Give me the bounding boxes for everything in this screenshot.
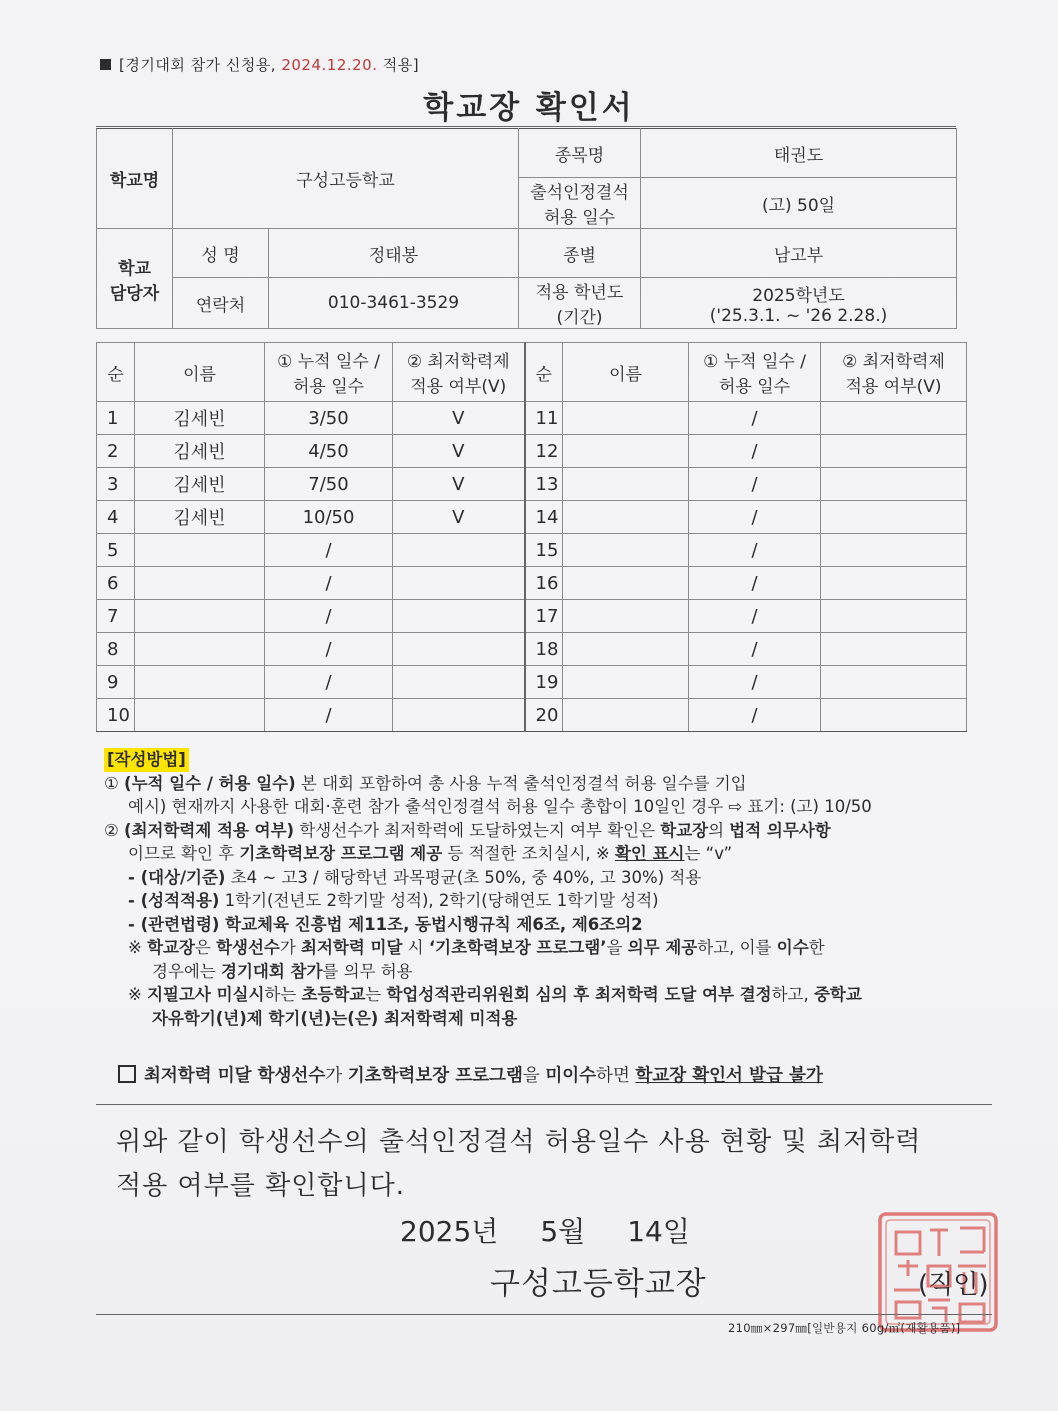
- cell-days: /: [265, 699, 393, 732]
- cell-name: 김세빈: [135, 468, 265, 501]
- cell-no: 4: [97, 501, 135, 534]
- cell-days: /: [265, 666, 393, 699]
- square-bullet-icon: [100, 59, 111, 70]
- cell-days: /: [689, 534, 821, 567]
- cell-check: [821, 402, 967, 435]
- col-header-days: ① 누적 일수 / 허용 일수: [689, 343, 821, 402]
- col-header-no: 순: [525, 343, 563, 402]
- guide-line: ① (누적 일수 / 허용 일수) 본 대회 포함하여 총 사용 누적 출석인정결석 허용 일수를 기입: [104, 773, 747, 793]
- cell-no: 6: [97, 567, 135, 600]
- cell-name: 김세빈: [135, 501, 265, 534]
- guide-line: 예시) 현재까지 사용한 대회·훈련 참가 출석인정결석 허용 일수 총합이 10일인 경우 ⇨ 표기: (고) 10/50: [128, 797, 872, 816]
- cell-name: [563, 666, 689, 699]
- paper-spec: 210㎜×297㎜[일반용지 60g/㎡(재활용품)]: [728, 1321, 961, 1335]
- cell-days: /: [689, 567, 821, 600]
- phone-label: 연락처: [173, 278, 269, 329]
- cell-name: 김세빈: [135, 402, 265, 435]
- cell-name: [135, 600, 265, 633]
- event-label: 종목명: [519, 129, 641, 178]
- contact-person-label: 학교 담당자: [97, 229, 173, 329]
- guide-line: - (관련법령) 학교체육 진흥법 제11조, 동법시행규칙 제6조, 제6조의2: [128, 914, 643, 934]
- cell-no: 18: [525, 633, 563, 666]
- guide-line: 경우에는 경기대회 참가를 의무 허용: [152, 961, 413, 981]
- table-row: [97, 402, 967, 435]
- cell-days: 3/50: [265, 402, 393, 435]
- event-value: 태권도: [641, 129, 957, 178]
- date-year: 2025년: [400, 1215, 499, 1248]
- cell-check: [821, 534, 967, 567]
- cell-name: 김세빈: [135, 435, 265, 468]
- cell-check: [821, 501, 967, 534]
- cell-name: [563, 600, 689, 633]
- guide-line: ※ 지필고사 미실시하는 초등학교는 학업성적관리위원회 심의 후 최저학력 도달 여부 결정하고, 중학교: [128, 985, 862, 1004]
- guide-line: ※ 학교장은 학생선수가 최저학력 미달 시 ‘기초학력보장 프로그램’을 의무 제공하고, 이를 이수한: [128, 938, 825, 957]
- col-header-min: ② 최저학력제 적용 여부(V): [821, 343, 967, 402]
- school-value: 구성고등학교: [173, 129, 519, 229]
- cell-check: [393, 699, 525, 732]
- cell-days: /: [265, 534, 393, 567]
- title-divider: [96, 126, 956, 127]
- cell-name: [135, 567, 265, 600]
- cell-check: V: [393, 501, 525, 534]
- date-day: 14일: [627, 1215, 690, 1248]
- header-note-suffix: 적용]: [377, 56, 420, 74]
- cell-check: [393, 633, 525, 666]
- absence-label: 출석인정결석 허용 일수: [519, 178, 641, 229]
- cell-name: [135, 666, 265, 699]
- cell-days: 10/50: [265, 501, 393, 534]
- col-header-no: 순: [97, 343, 135, 402]
- cell-no: 16: [525, 567, 563, 600]
- cell-name: [563, 633, 689, 666]
- seal-label: (직인): [918, 1270, 989, 1300]
- cell-no: 14: [525, 501, 563, 534]
- cell-no: 9: [97, 666, 135, 699]
- table-row: [97, 468, 967, 501]
- name-value: 정태봉: [269, 229, 519, 278]
- cell-name: [563, 501, 689, 534]
- guide-line: 이므로 확인 후 기초학력보장 프로그램 제공 등 적절한 조치실시, ※ 확인 표시는 “v”: [128, 844, 733, 863]
- cell-no: 17: [525, 600, 563, 633]
- table-row: [97, 600, 967, 633]
- issue-date: [400, 1210, 732, 1250]
- table-row: [97, 435, 967, 468]
- cell-no: 2: [97, 435, 135, 468]
- category-value: 남고부: [641, 229, 957, 278]
- cell-name: [135, 534, 265, 567]
- cell-name: [563, 435, 689, 468]
- cell-name: [563, 699, 689, 732]
- guide-line: ② (최저학력제 적용 여부) 학생선수가 최저학력에 도달하였는지 여부 확인은 학교장의 법적 의무사항: [104, 820, 831, 840]
- col-header-days: ① 누적 일수 / 허용 일수: [265, 343, 393, 402]
- table-row: [97, 534, 967, 567]
- category-label: 종별: [519, 229, 641, 278]
- cell-days: /: [689, 633, 821, 666]
- cell-no: 19: [525, 666, 563, 699]
- absence-value: (고) 50일: [641, 178, 957, 229]
- cell-check: [821, 600, 967, 633]
- final-note: 최저학력 미달 학생선수가 기초학력보장 프로그램을 미이수하면 학교장 확인서 발급 불가: [118, 1062, 978, 1087]
- document-title: 학교장 확인서: [423, 90, 635, 126]
- cell-days: /: [265, 567, 393, 600]
- table-row: [97, 567, 967, 600]
- cell-days: /: [689, 600, 821, 633]
- cell-days: /: [689, 666, 821, 699]
- cell-no: 3: [97, 468, 135, 501]
- principal-name: 구성고등학교장: [490, 1266, 707, 1302]
- cell-check: [393, 666, 525, 699]
- cell-no: 5: [97, 534, 135, 567]
- cell-no: 12: [525, 435, 563, 468]
- col-header-min: ② 최저학력제 적용 여부(V): [393, 343, 525, 402]
- header-note-date: 2024.12.20.: [281, 56, 378, 74]
- cell-no: 11: [525, 402, 563, 435]
- cell-days: /: [689, 468, 821, 501]
- cell-check: [393, 600, 525, 633]
- guide-line: - (대상/기준) 초4 ~ 고3 / 해당학년 과목평균(초 50%, 중 40%, 고 30%) 적용: [128, 867, 702, 887]
- cell-days: /: [689, 699, 821, 732]
- confirm-line: 적용 여부를 확인합니다.: [116, 1171, 405, 1201]
- table-row: [97, 699, 967, 732]
- cell-check: [821, 666, 967, 699]
- info-table: [96, 128, 957, 329]
- cell-no: 8: [97, 633, 135, 666]
- cell-days: /: [265, 600, 393, 633]
- table-row: [97, 501, 967, 534]
- cell-check: V: [393, 468, 525, 501]
- guide-tag: [작성방법]: [104, 748, 189, 772]
- cell-no: 13: [525, 468, 563, 501]
- cell-name: [563, 534, 689, 567]
- cell-days: 7/50: [265, 468, 393, 501]
- col-header-name: 이름: [135, 343, 265, 402]
- header-note-prefix: [경기대회 참가 신청용,: [119, 56, 282, 74]
- header-note: [100, 54, 419, 75]
- cell-no: 15: [525, 534, 563, 567]
- footer-divider: [96, 1314, 992, 1315]
- cell-no: 7: [97, 600, 135, 633]
- cell-check: [821, 633, 967, 666]
- cell-days: /: [689, 402, 821, 435]
- students-table: [96, 342, 967, 732]
- cell-check: [821, 699, 967, 732]
- cell-days: /: [265, 633, 393, 666]
- cell-days: /: [689, 501, 821, 534]
- name-label: 성 명: [173, 229, 269, 278]
- date-month: 5월: [540, 1215, 586, 1248]
- confirm-divider: [96, 1104, 992, 1105]
- school-label: 학교명: [97, 129, 173, 229]
- year-label: 적용 학년도 (기간): [519, 278, 641, 329]
- col-header-name: 이름: [563, 343, 689, 402]
- cell-check: [821, 468, 967, 501]
- cell-name: [563, 567, 689, 600]
- cell-check: [393, 534, 525, 567]
- cell-check: V: [393, 435, 525, 468]
- cell-name: [563, 468, 689, 501]
- confirm-statement: [116, 1120, 996, 1208]
- cell-no: 1: [97, 402, 135, 435]
- cell-days: /: [689, 435, 821, 468]
- guide-line: 자유학기(년)제 학기(년)는(은) 최저학력제 미적용: [152, 1008, 518, 1028]
- cell-name: [563, 402, 689, 435]
- table-row: [97, 633, 967, 666]
- cell-check: [821, 435, 967, 468]
- cell-no: 20: [525, 699, 563, 732]
- cell-check: [821, 567, 967, 600]
- table-row: [97, 666, 967, 699]
- cell-check: [393, 567, 525, 600]
- phone-value: 010-3461-3529: [269, 278, 519, 329]
- cell-name: [135, 699, 265, 732]
- cell-name: [135, 633, 265, 666]
- box-arrow-icon: [118, 1065, 136, 1083]
- cell-no: 10: [97, 699, 135, 732]
- confirm-line: 위와 같이 학생선수의 출석인정결석 허용일수 사용 현황 및 최저학력: [116, 1127, 922, 1157]
- writing-guide: [104, 748, 984, 1030]
- cell-days: 4/50: [265, 435, 393, 468]
- cell-check: V: [393, 402, 525, 435]
- year-value: 2025학년도 ('25.3.1. ~ '26 2.28.): [641, 278, 957, 329]
- guide-line: - (성적적용) 1학기(전년도 2학기말 성적), 2학기(당해연도 1학기말 성적): [128, 891, 659, 910]
